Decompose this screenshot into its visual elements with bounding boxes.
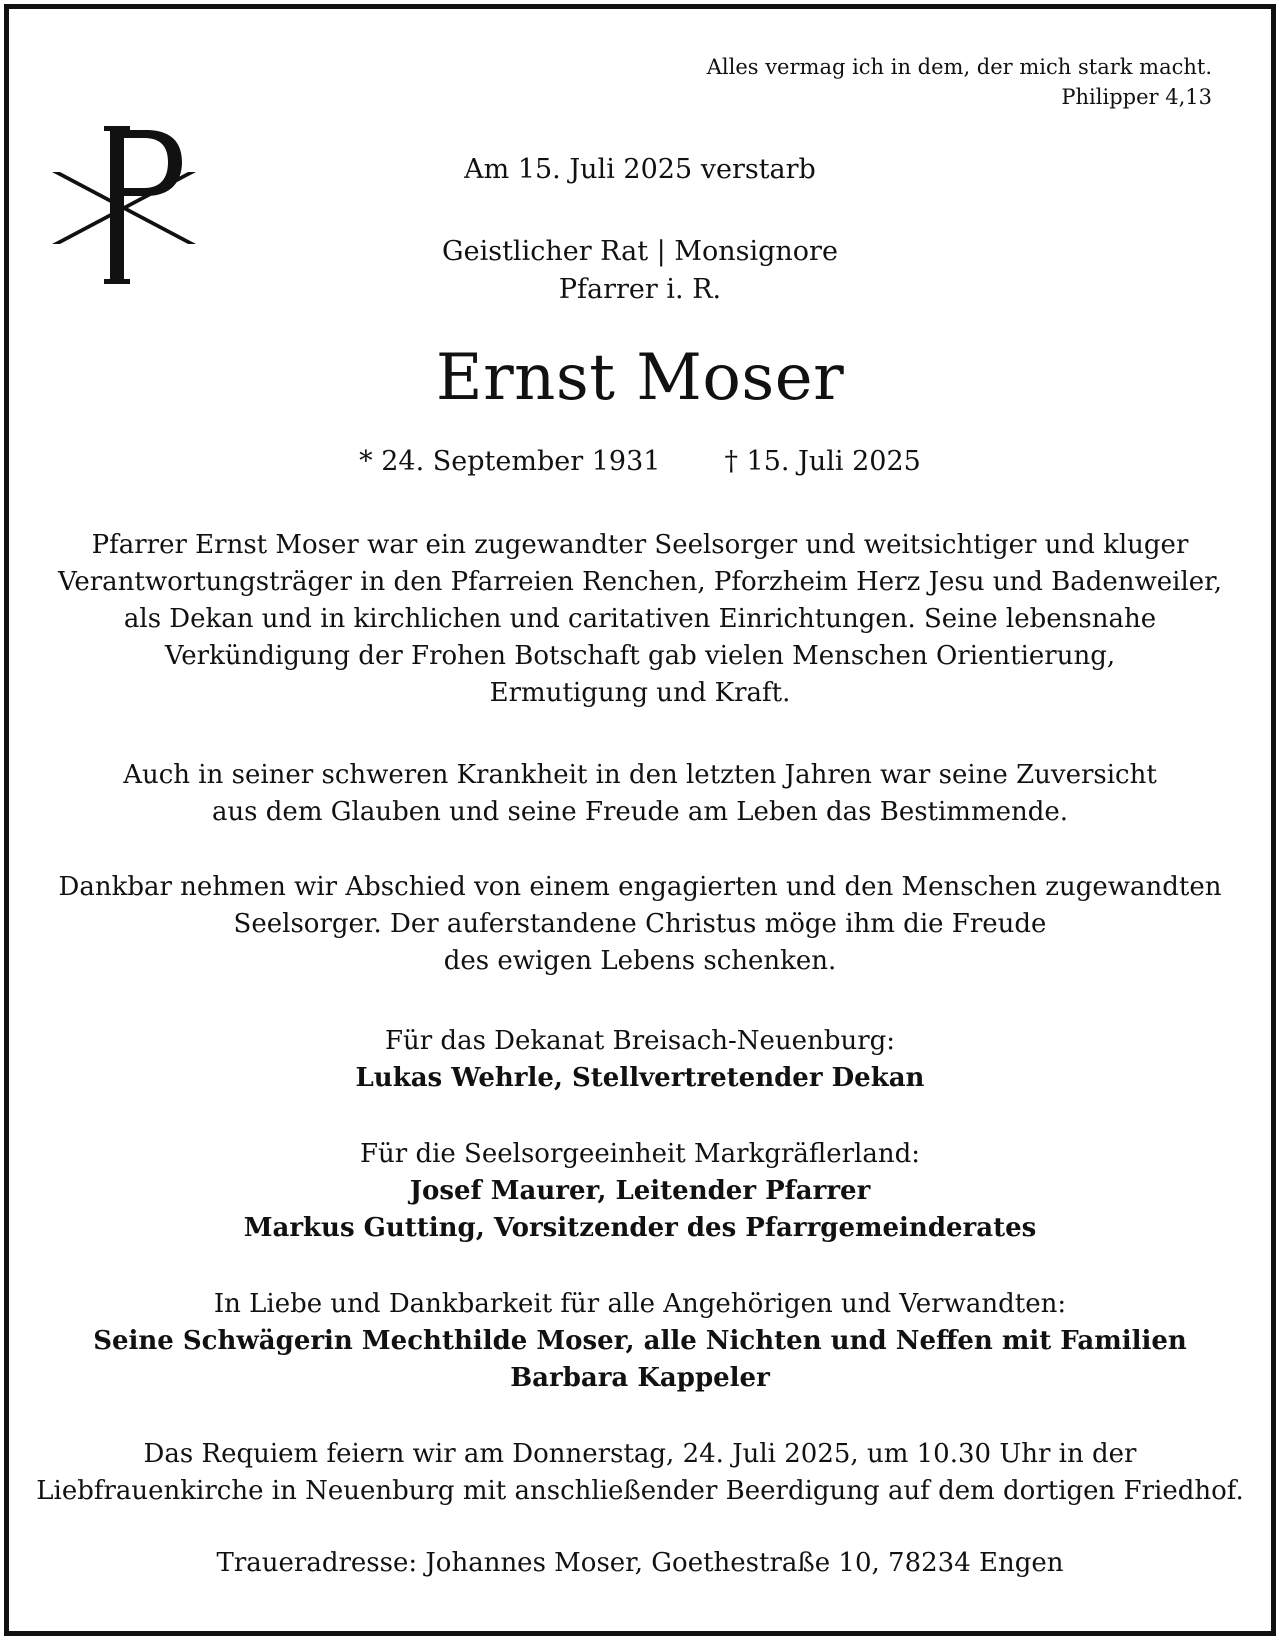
- title-line-1: Geistlicher Rat | Monsignore: [442, 236, 838, 267]
- signatory-label: In Liebe und Dankbarkeit für alle Angehörigen und Verwandten:: [213, 1289, 1067, 1319]
- tribute-paragraph-2: [0, 757, 1280, 831]
- birth-date: * 24. September 1931: [359, 446, 661, 477]
- tribute-paragraph-1: [0, 527, 1280, 712]
- tribute-paragraph-3: [0, 869, 1280, 980]
- text-line: Das Requiem feiern wir am Donnerstag, 24. Juli 2025, um 10.30 Uhr in der: [143, 1439, 1137, 1469]
- quote-text: Alles vermag ich in dem, der mich stark macht.: [706, 55, 1212, 79]
- signatory-name: Seine Schwägerin Mechthilde Moser, alle Nichten und Neffen mit Familien: [93, 1326, 1187, 1356]
- requiem-info: [0, 1436, 1280, 1510]
- text-line: Auch in seiner schweren Krankheit in den letzten Jahren war seine Zuversicht: [123, 760, 1157, 790]
- text-line: aus dem Glauben und seine Freude am Leben das Bestimmende.: [211, 797, 1069, 827]
- title-line-2: Pfarrer i. R.: [558, 274, 722, 305]
- quote-reference: Philipper 4,13: [1061, 85, 1212, 109]
- signatory-label: Für das Dekanat Breisach-Neuenburg:: [384, 1026, 896, 1056]
- signatory-family: [0, 1286, 1280, 1397]
- signatory-name: Markus Gutting, Vorsitzender des Pfarrgemeinderates: [243, 1213, 1037, 1243]
- life-dates: [0, 444, 1280, 480]
- text-line: Verkündigung der Frohen Botschaft gab vielen Menschen Orientierung,: [164, 641, 1116, 671]
- deceased-name: Ernst Moser: [435, 341, 845, 415]
- text-line: Dankbar nehmen wir Abschied von einem engagierten und den Menschen zugewandten: [58, 872, 1222, 902]
- text-line: Verantwortungsträger in den Pfarreien Renchen, Pforzheim Herz Jesu und Badenweiler,: [57, 567, 1223, 597]
- signatory-label: Für die Seelsorgeeinheit Markgräflerland:: [359, 1139, 921, 1169]
- text-line: des ewigen Lebens schenken.: [443, 946, 837, 976]
- text-line: Ermutigung und Kraft.: [489, 678, 791, 708]
- text-line: Pfarrer Ernst Moser war ein zugewandter Seelsorger und weitsichtiger und kluger: [91, 530, 1189, 560]
- signatory-seelsorgeeinheit: [0, 1136, 1280, 1247]
- signatory-name: Barbara Kappeler: [510, 1363, 770, 1393]
- intro-text: Am 15. Juli 2025 verstarb: [464, 154, 816, 185]
- death-date: † 15. Juli 2025: [724, 446, 921, 477]
- signatory-name: Lukas Wehrle, Stellvertretender Dekan: [355, 1063, 925, 1093]
- text-line: als Dekan und in kirchlichen und caritativen Einrichtungen. Seine lebensnahe: [123, 604, 1157, 634]
- signatory-dekanat: [0, 1023, 1280, 1097]
- signatory-name: Josef Maurer, Leitender Pfarrer: [409, 1176, 871, 1206]
- bible-quote: [707, 52, 1212, 112]
- mourning-address: Traueradresse: Johannes Moser, Goethestraße 10, 78234 Engen: [216, 1548, 1064, 1578]
- clerical-titles: [0, 233, 1280, 309]
- text-line: Liebfrauenkirche in Neuenburg mit anschließender Beerdigung auf dem dortigen Friedhof.: [36, 1476, 1244, 1506]
- text-line: Seelsorger. Der auferstandene Christus möge ihm die Freude: [233, 909, 1047, 939]
